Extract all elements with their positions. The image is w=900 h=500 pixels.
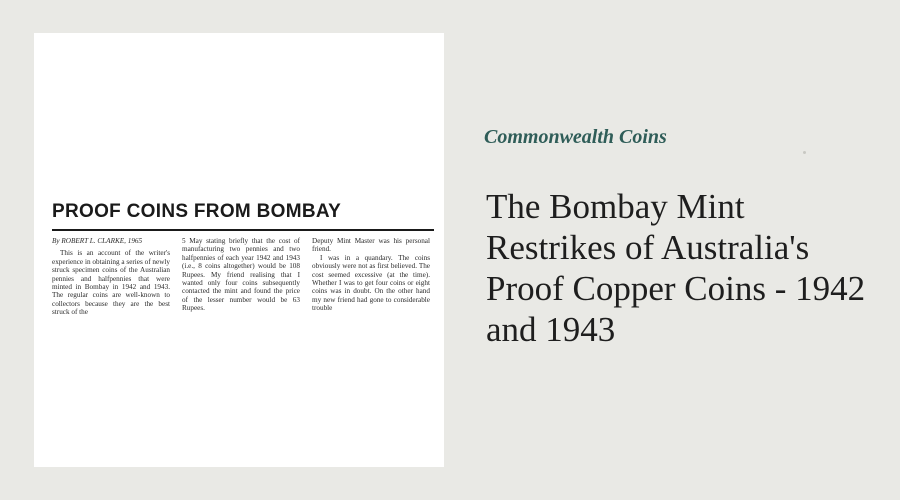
article-column-2 — [182, 237, 300, 313]
article-paragraph: 5 May stating briefly that the cost of manufacturing two pennies and two halfpennies of each year 1942 and 1943 (i.e., 8 coins altogether) would be 108 Rupees. My friend realising that I wanted only four coins subsequently contacted the mint and found the price of the lesser number would be 63 Rupees. — [182, 237, 300, 313]
decorative-dot — [803, 151, 806, 154]
title-rule — [52, 229, 434, 231]
article-column-1 — [52, 237, 170, 317]
post-thumbnail[interactable] — [34, 33, 444, 467]
post-title[interactable]: The Bombay Mint Restrikes of Australia's Proof Copper Coins - 1942 and 1943 — [486, 187, 866, 349]
article-column-3 — [312, 237, 430, 313]
article-title: PROOF COINS FROM BOMBAY — [52, 201, 342, 222]
article-scan — [52, 193, 434, 317]
article-paragraph: Deputy Mint Master was his personal friend. — [312, 237, 430, 254]
article-paragraph: I was in a quandary. The coins obviously were not as first believed. The cost seemed excessive (at the time). Whether I was to get four coins or eight coins was in doubt. On the other hand my new friend had gone to considerable trouble — [312, 253, 430, 313]
article-byline: By ROBERT L. CLARKE, 1965 — [52, 237, 143, 245]
article-paragraph: This is an account of the writer's experience in obtaining a series of newly struck specimen coins of the Australian pennies and halfpennies that were minted in Bombay in 1942 and 1943. The regular coins are well-known to collectors because they are the best struck of the — [52, 249, 170, 317]
post-category-link[interactable]: Commonwealth Coins — [484, 126, 667, 148]
